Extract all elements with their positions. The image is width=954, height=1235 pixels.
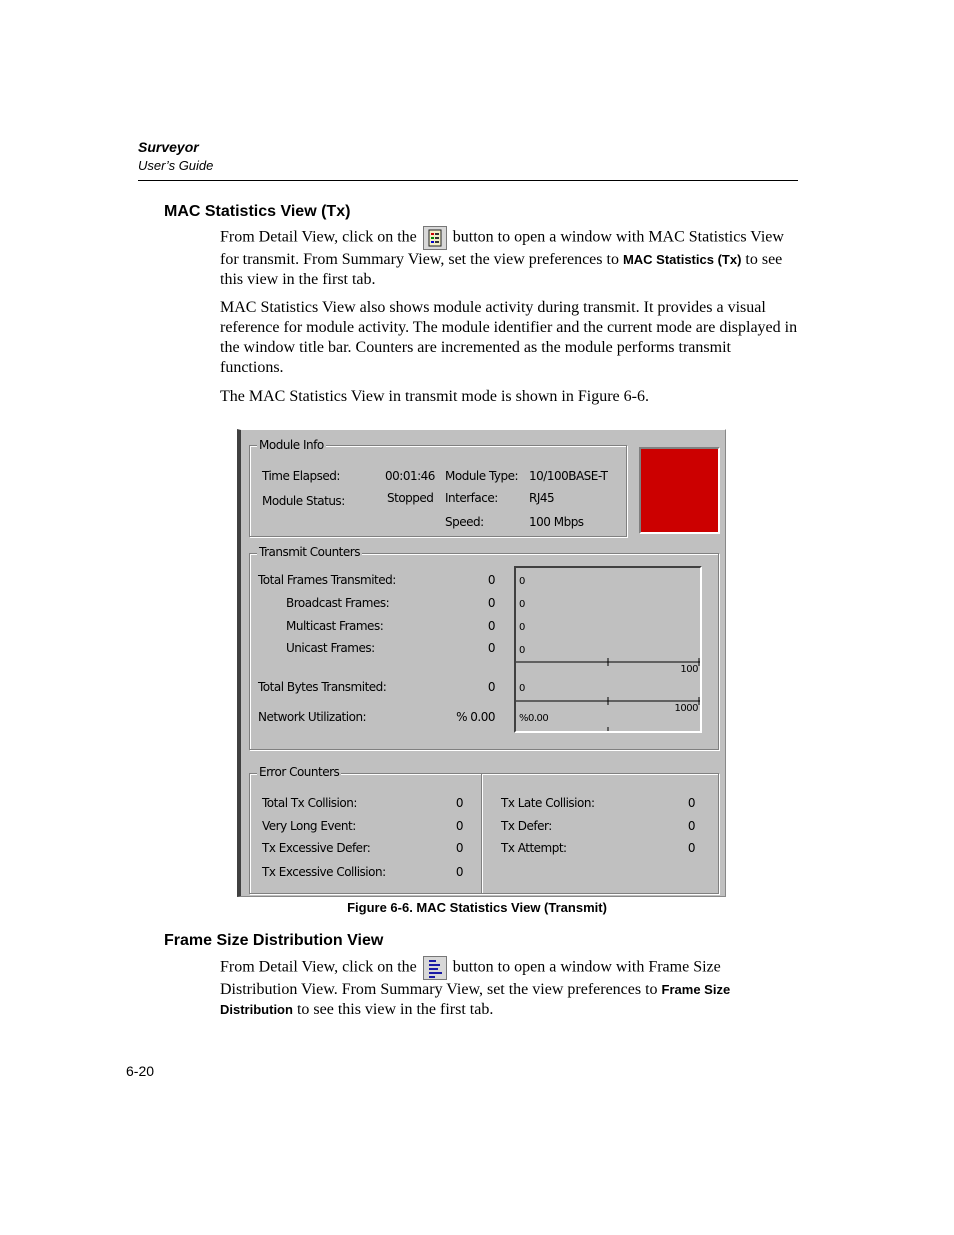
total-bytes-label: Total Bytes Transmited: — [258, 680, 387, 694]
total-frames-value: 0 — [487, 573, 495, 587]
error-counters-legend: Error Counters — [259, 765, 340, 779]
tx-attempt-value: 0 — [687, 841, 695, 855]
figure-caption: Figure 6-6. MAC Statistics View (Transmit) — [347, 900, 607, 915]
text: From Detail View, click on the — [220, 958, 417, 976]
unicast-frames-value: 0 — [487, 641, 495, 655]
time-elapsed-value: 00:01:46 — [385, 469, 435, 483]
broadcast-frames-label: Broadcast Frames: — [286, 596, 390, 610]
section-heading-mac-statistics: MAC Statistics View (Tx) — [164, 203, 351, 220]
total-bytes-value: 0 — [487, 680, 495, 694]
interface-value: RJ45 — [529, 491, 555, 505]
header-rule — [138, 180, 798, 181]
total-tx-collision-label: Total Tx Collision: — [262, 796, 357, 810]
view-preference-name: Frame Size Distribution — [220, 982, 731, 1017]
text: button to open a window with Frame Size Distribution View. From Summary View, set the view preferences to — [220, 958, 721, 998]
view-preference-name: MAC Statistics (Tx) — [622, 252, 742, 267]
graph-bar-broadcast: 0 — [519, 599, 525, 610]
graph-bar-multicast: 0 — [519, 622, 525, 633]
multicast-frames-label: Multicast Frames: — [286, 619, 384, 633]
mac-statistics-icon[interactable] — [423, 226, 447, 250]
module-status-value: Stopped — [387, 491, 434, 505]
speed-label: Speed: — [445, 515, 484, 529]
text: to see this view in the first tab. — [296, 1001, 494, 1018]
graph-bar-total-frames: 0 — [519, 576, 525, 587]
network-utilization-label: Network Utilization: — [258, 710, 367, 724]
unicast-frames-label: Unicast Frames: — [286, 641, 375, 655]
tx-excessive-collision-value: 0 — [455, 865, 463, 879]
tx-excessive-defer-value: 0 — [455, 841, 463, 855]
tx-late-collision-value: 0 — [687, 796, 695, 810]
section-heading-frame-size: Frame Size Distribution View — [164, 932, 384, 949]
graph-scale-bytes: 1000 — [674, 703, 698, 714]
tx-excessive-defer-label: Tx Excessive Defer: — [262, 841, 371, 855]
running-header-subtitle: User’s Guide — [138, 158, 214, 173]
text: button to open a window with MAC Statistics View for transmit. From Summary View, set the view preferences to — [220, 228, 784, 268]
transmit-bar-graph — [514, 566, 702, 733]
network-utilization-value: % 0.00 — [456, 710, 495, 724]
total-tx-collision-value: 0 — [455, 796, 463, 810]
interface-label: Interface: — [445, 491, 498, 505]
tx-defer-value: 0 — [687, 819, 695, 833]
time-elapsed-label: Time Elapsed: — [262, 469, 340, 483]
graph-bar-total-bytes: 0 — [519, 683, 525, 694]
tx-defer-label: Tx Defer: — [501, 819, 552, 833]
paragraph-frame-size — [220, 956, 798, 1020]
tx-excessive-collision-label: Tx Excessive Collision: — [262, 865, 386, 879]
transmit-counters-legend: Transmit Counters — [259, 545, 360, 559]
total-frames-label: Total Frames Transmited: — [258, 573, 396, 587]
mac-statistics-window — [237, 429, 726, 897]
broadcast-frames-value: 0 — [487, 596, 495, 610]
paragraph-mac-3: The MAC Statistics View in transmit mode is shown in Figure 6-6. — [220, 388, 649, 405]
text: to see this view in the first tab. — [220, 251, 783, 288]
module-info-legend: Module Info — [259, 438, 324, 452]
paragraph-mac-1 — [220, 226, 798, 290]
graph-scale-frames: 100 — [680, 664, 698, 675]
speed-value: 100 Mbps — [529, 515, 584, 529]
frame-size-distribution-icon[interactable] — [423, 956, 447, 980]
very-long-event-label: Very Long Event: — [262, 819, 356, 833]
module-type-value: 10/100BASE-T — [529, 469, 608, 483]
page-number: 6-20 — [126, 1063, 155, 1079]
module-status-indicator — [639, 447, 720, 534]
graph-bar-utilization: %0.00 — [519, 713, 549, 724]
paragraph-mac-2: MAC Statistics View also shows module activity during transmit. It provides a visual reference for module activity. The module identifier and the current mode are displayed in the window title bar. Counters are incremented as the module performs transmit functions. — [220, 299, 798, 376]
multicast-frames-value: 0 — [487, 619, 495, 633]
running-header-title: Surveyor — [138, 139, 199, 155]
tx-late-collision-label: Tx Late Collision: — [501, 796, 595, 810]
error-counters-divider — [481, 774, 482, 893]
module-type-label: Module Type: — [445, 469, 519, 483]
text: From Detail View, click on the — [220, 228, 417, 246]
graph-bar-unicast: 0 — [519, 645, 525, 656]
module-status-label: Module Status: — [262, 494, 345, 508]
very-long-event-value: 0 — [455, 819, 463, 833]
tx-attempt-label: Tx Attempt: — [501, 841, 567, 855]
